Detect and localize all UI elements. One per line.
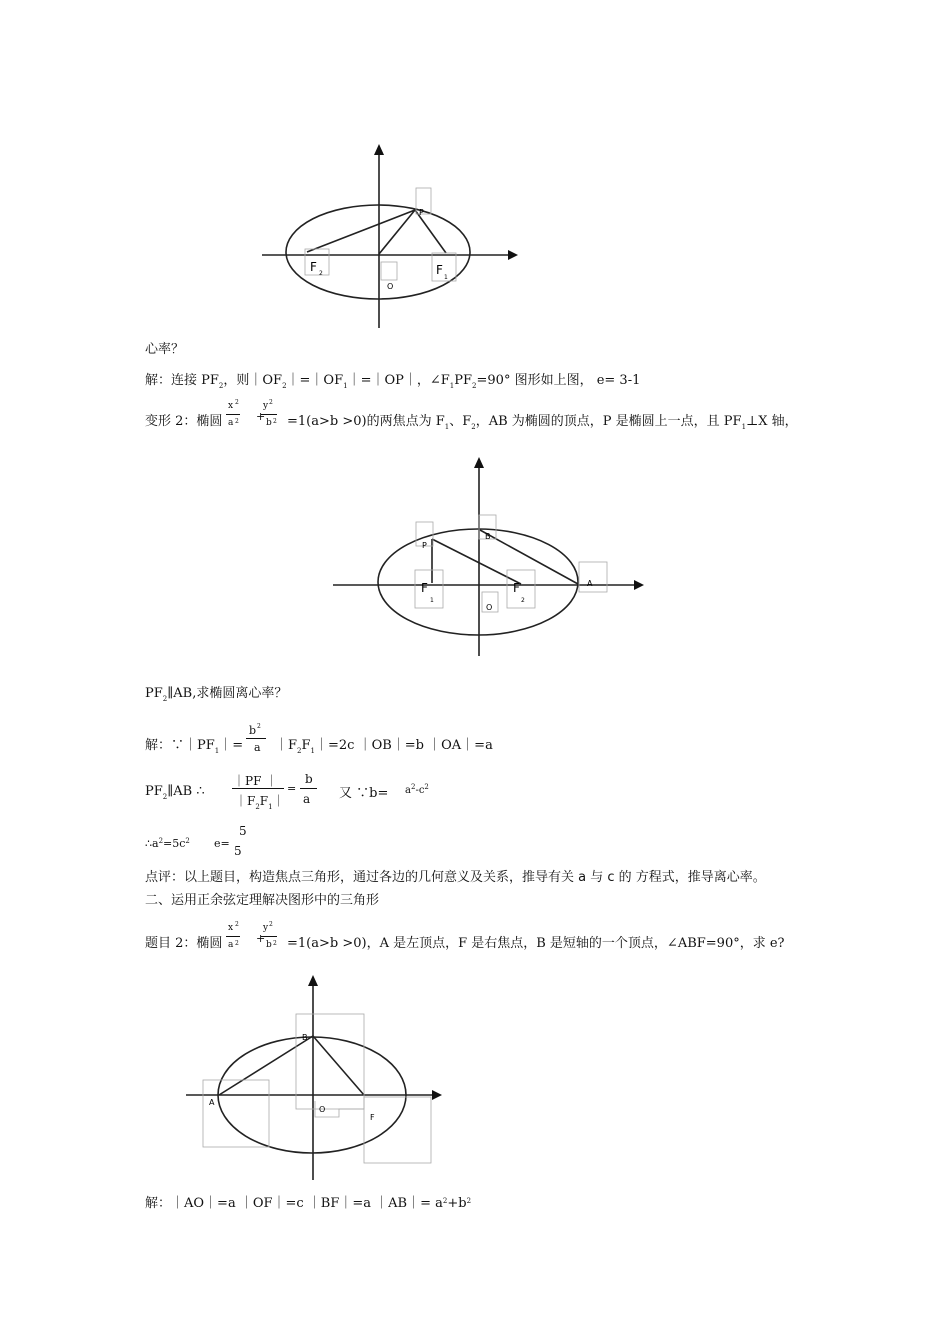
t: 解：∵｜PF <box>145 738 215 753</box>
frac-bar-x-2 <box>226 936 240 937</box>
sol2-rest <box>275 734 493 753</box>
sub: 1 <box>449 382 455 390</box>
sqrt-expr <box>405 785 429 796</box>
sub: 1 <box>268 803 273 811</box>
label-o-3: O <box>319 1105 326 1114</box>
label-f2-2: F <box>513 581 520 595</box>
because-b: 又 ∵b= <box>339 786 389 801</box>
sup: 2 <box>466 1197 472 1205</box>
sub: 2 <box>218 382 224 390</box>
sub: 2 <box>255 803 260 811</box>
x-numerator: x <box>228 401 234 411</box>
sub: 1 <box>343 382 348 390</box>
sup: 2 <box>424 783 429 791</box>
b2-num: b <box>249 724 257 737</box>
y-arrow-3 <box>308 975 318 986</box>
sub: 2 <box>282 382 287 390</box>
t: ∥AB ∴ <box>167 784 205 799</box>
ratio-num: ｜PF ｜ <box>233 774 278 788</box>
label-o-2: O <box>486 603 493 612</box>
y-numerator: y <box>263 401 269 411</box>
label-f2-2-sub: 2 <box>521 597 525 604</box>
sub: 2 <box>472 382 477 390</box>
t: ｜F <box>235 794 256 808</box>
a-den: a <box>254 741 261 754</box>
t: ∥AB,求椭圆离心率？ <box>167 686 288 701</box>
sub: 2 <box>297 747 302 755</box>
triangle-3 <box>219 1036 364 1095</box>
section-title: 二、运用正余弦定理解决图形中的三角形 <box>145 893 380 908</box>
t: PF <box>145 686 163 701</box>
sub: 1 <box>741 423 747 431</box>
ratio-b: b <box>305 772 313 786</box>
sub: 2 <box>162 793 168 801</box>
t: ，AB 为椭圆的顶点，P 是椭圆上一点，且 PF <box>475 414 742 429</box>
sub: 1 <box>214 747 220 755</box>
variant-2-prefix: 变形 2：椭圆 <box>145 414 223 429</box>
a-denominator: a <box>228 418 234 428</box>
b-denominator: b <box>266 418 272 428</box>
sub: 1 <box>310 747 315 755</box>
label-f2-1-sub: 2 <box>319 270 323 277</box>
comment-line <box>145 870 766 886</box>
question-tail: 心率？ <box>145 342 185 357</box>
b2-exp: 2 <box>257 723 261 730</box>
frac-bar-b2a <box>246 738 266 739</box>
y-numerator-2: y <box>263 923 269 933</box>
sup: 2 <box>442 1197 448 1205</box>
y-exp-2: 2 <box>269 921 273 928</box>
label-a-2: A <box>587 579 593 588</box>
b-exp: 2 <box>273 418 277 425</box>
t: =5c <box>163 837 186 850</box>
t: a <box>405 785 411 796</box>
problem-2-rest: =1(a>b >0)，A 是左顶点，F 是右焦点，B 是短轴的一个顶点，∠ABF=90°，求 e? <box>287 936 785 951</box>
frac-bar-ratio <box>232 788 284 789</box>
label-o-1: O <box>387 282 394 291</box>
t: ，则｜OF <box>223 373 283 388</box>
equals: = <box>287 782 297 795</box>
b-denominator-2: b <box>266 940 272 950</box>
t: =1(a>b >0)的两焦点为 F <box>287 414 445 429</box>
a-exp: 2 <box>235 418 239 425</box>
e-den: 5 <box>234 844 242 858</box>
label-f2-1: F <box>310 260 317 274</box>
ellipse-2 <box>378 529 578 635</box>
t: 解：连接 PF <box>145 373 219 388</box>
t: 解：｜AO｜=a ｜OF｜=c ｜BF｜=a ｜AB｜= a <box>145 1196 443 1211</box>
label-f1-1-sub: 1 <box>444 274 448 281</box>
t: PF <box>145 784 163 799</box>
y-exp: 2 <box>269 399 273 406</box>
ratio-a: a <box>303 792 311 806</box>
sup: 2 <box>158 837 164 845</box>
a-exp-2: 2 <box>235 940 239 947</box>
t: ｜= <box>219 738 244 753</box>
variant-2-question <box>145 686 287 703</box>
label-b-2: B <box>485 532 491 541</box>
sol3-prefix <box>145 784 205 799</box>
e-equals: e= <box>214 837 230 850</box>
sub: 1 <box>444 423 450 431</box>
t: ⊥X 轴， <box>746 414 798 429</box>
t: -c <box>415 785 425 796</box>
x-arrow-1 <box>508 250 518 260</box>
a-denominator-2: a <box>228 940 234 950</box>
x-exp-2: 2 <box>235 921 239 928</box>
solution-line-5 <box>145 1196 471 1213</box>
label-f1-2: F <box>421 581 428 595</box>
label-f-3: F <box>370 1113 375 1122</box>
t: ｜=｜OP｜，∠F <box>347 373 450 388</box>
ellipse-1 <box>286 205 470 299</box>
therefore-expr <box>145 837 190 850</box>
t: ｜F <box>275 738 298 753</box>
variant-2-rest <box>287 410 798 429</box>
solution-line-1 <box>145 373 640 390</box>
text-line-1 <box>145 342 184 358</box>
sup: 2 <box>410 783 416 791</box>
frac-bar-y <box>261 414 277 415</box>
label-b-3: B <box>302 1033 308 1042</box>
t: +b <box>447 1196 467 1211</box>
t: F <box>259 794 269 808</box>
y-arrow-1 <box>374 144 384 155</box>
x-numerator-2: x <box>228 923 234 933</box>
triangle-1 <box>307 210 415 254</box>
e-num: 5 <box>239 824 247 838</box>
y-arrow-2 <box>474 457 484 468</box>
ratio-den <box>235 792 285 809</box>
b-a-segment <box>480 530 578 584</box>
sub: 2 <box>162 695 168 703</box>
plus-sign: + <box>256 410 266 423</box>
plus-sign-2: + <box>256 932 266 945</box>
sub: 2 <box>471 423 476 431</box>
t: ∴a <box>145 837 159 850</box>
t: ｜=2c ｜OB｜=b ｜OA｜=a <box>315 738 493 753</box>
t: ｜ <box>272 794 285 808</box>
problem-2-prefix: 题目 2：椭圆 <box>145 936 223 951</box>
frac-bar-ba <box>300 788 317 789</box>
frac-bar-y-2 <box>261 936 277 937</box>
sol2-prefix <box>145 734 243 753</box>
t: =90° 图形如上图， e= 3-1 <box>476 373 641 388</box>
x-arrow-3 <box>432 1090 442 1100</box>
label-f1-2-sub: 1 <box>430 597 434 604</box>
x-exp: 2 <box>235 399 239 406</box>
sup: 2 <box>185 837 190 845</box>
t: F <box>301 738 311 753</box>
comment-text: 点评：以上题目，构造焦点三角形，通过各边的几何意义及关系，推导有关 a 与 c 的 方程式，推导离心率。 <box>145 870 766 885</box>
label-p-2: P <box>422 541 427 550</box>
label-p-1: P <box>419 208 424 217</box>
t: ｜=｜OF <box>286 373 344 388</box>
t: PF <box>454 373 473 388</box>
b-exp-2: 2 <box>273 940 277 947</box>
x-arrow-2 <box>634 580 644 590</box>
t: 、F <box>449 414 472 429</box>
label-a-3: A <box>209 1098 215 1107</box>
label-f1-1: F <box>436 263 443 277</box>
frac-bar-x <box>226 414 240 415</box>
section-heading <box>145 893 379 909</box>
